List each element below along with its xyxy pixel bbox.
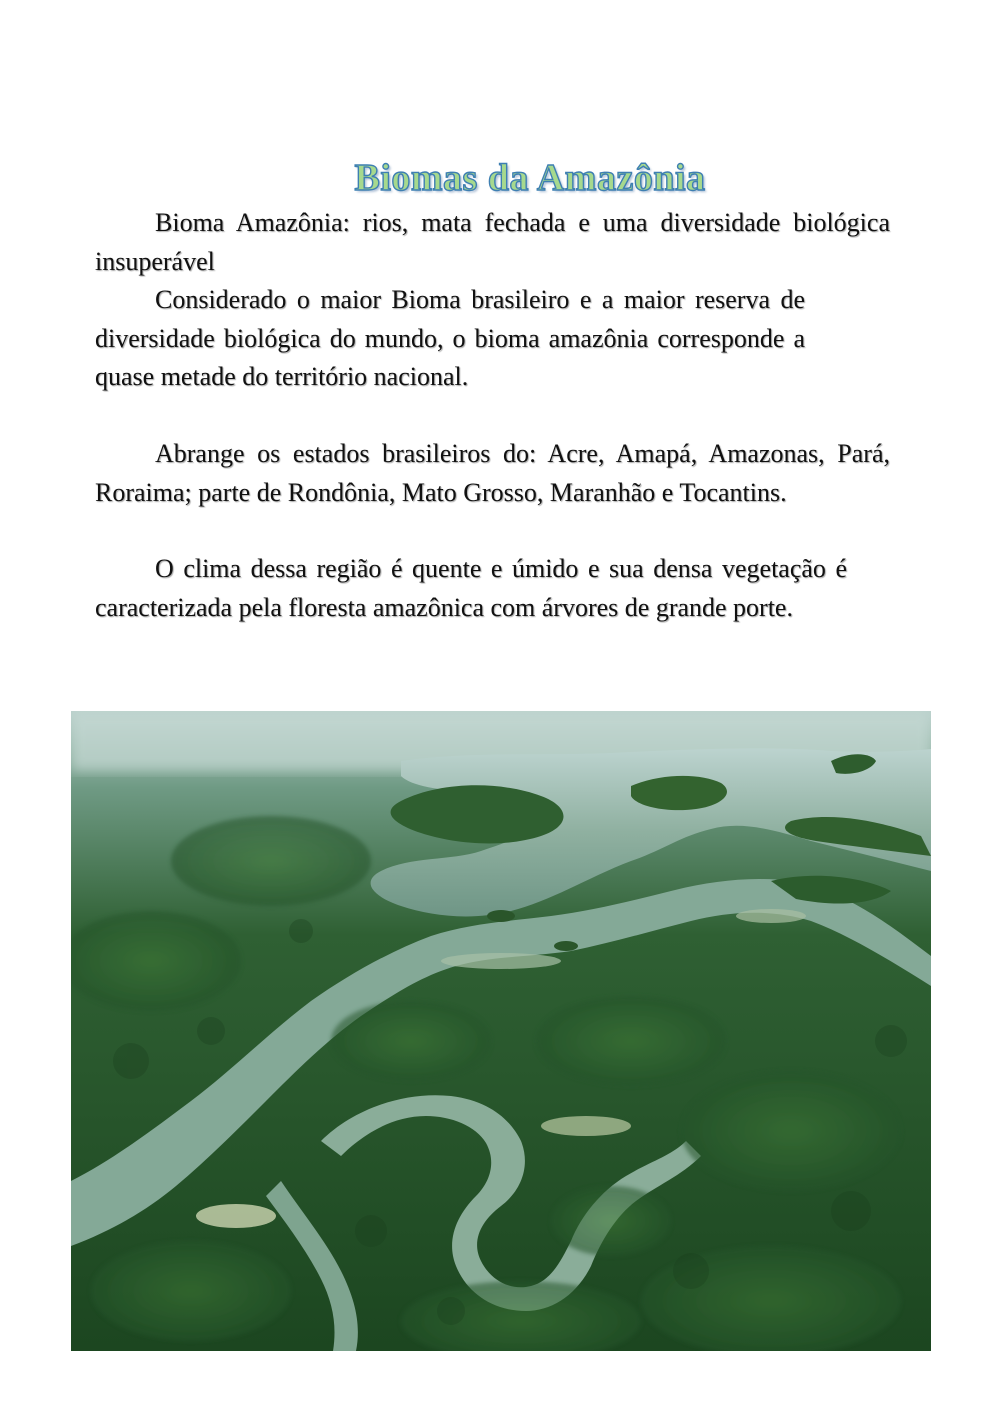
paragraph-intro: Bioma Amazônia: rios, mata fechada e uma diversidade biológica insuperável bbox=[95, 208, 890, 276]
page-title: Biomas da Amazônia bbox=[354, 157, 706, 199]
amazon-river-aerial-photo bbox=[71, 711, 931, 1351]
paragraph-description: Considerado o maior Bioma brasileiro e a maior reserva de diversidade biológica do mundo, o bioma amazônia corresponde a quase metade do território nacional. bbox=[95, 285, 805, 391]
paragraph-states: Abrange os estados brasileiros do: Acre, Amapá, Amazonas, Pará, Roraima; parte de Rondônia, Mato Grosso, Maranhão e Tocantins. bbox=[95, 439, 890, 507]
paragraph-climate: O clima dessa região é quente e úmido e sua densa vegetação é caracterizada pela floresta amazônica com árvores de grande porte. bbox=[95, 554, 847, 622]
